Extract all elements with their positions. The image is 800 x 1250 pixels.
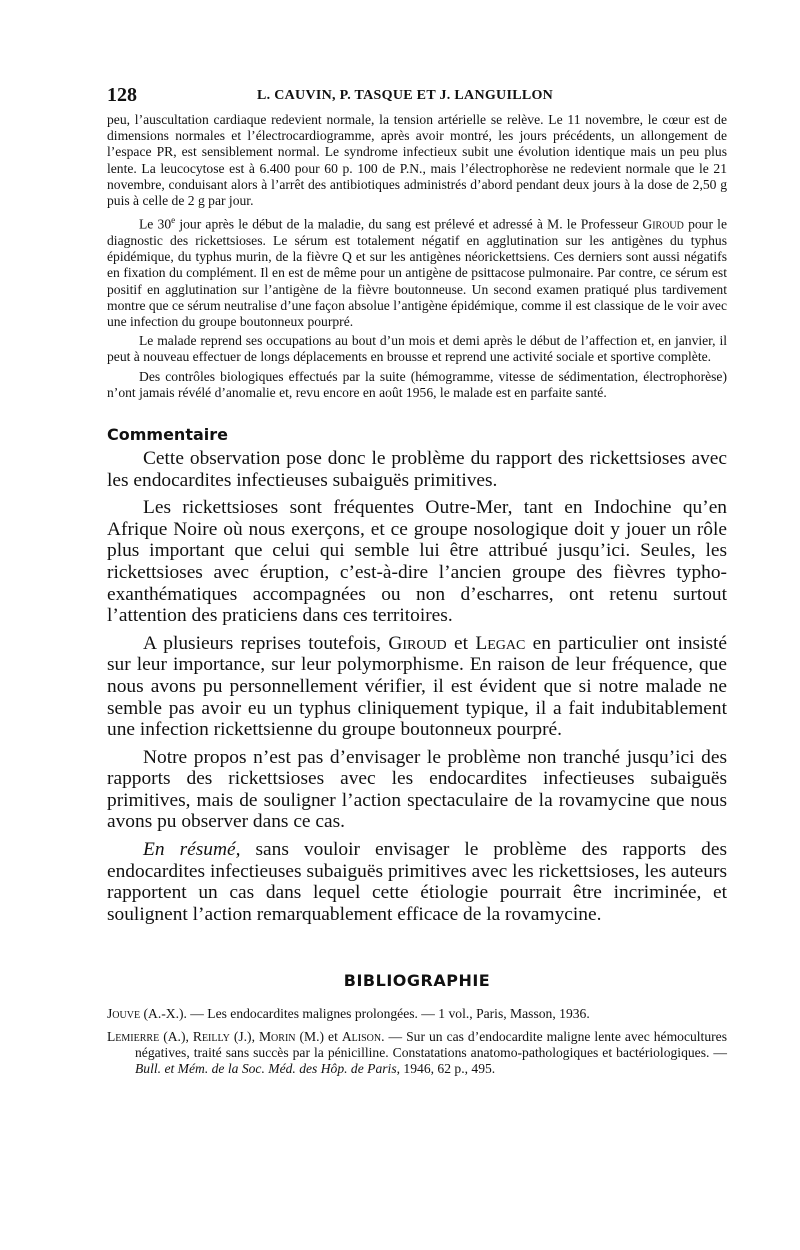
commentary-paragraph: Les rickettsioses sont fréquentes Outre-Mer, tant en Indochine qu’en Afrique Noire où nous exerçons, et ce groupe nosologique doit y jouer un rôle plus important que celui qui semble lui être attribué jusqu’ici. Seules, les rickettsioses avec éruption, c’est-à-dire l’ancien groupe des fièvres typho-exanthématiques accompagnées ou non d’escharres, ont retenu surtout l’attention des praticiens dans ces territoires. — [107, 497, 727, 627]
section-title: Commentaire — [107, 424, 228, 444]
commentary-paragraph: Cette observation pose donc le problème du rapport des rickettsioses avec les endocardites infectieuses subaiguës primitives. — [107, 447, 727, 491]
page-header — [107, 84, 727, 112]
case-paragraph: Le malade reprend ses occupations au bout d’un mois et demi après le début de l’affection et, en janvier, il peut à nouveau effectuer de longs déplacements en brousse et reprend une activité sociale et sportive complète. — [107, 333, 727, 365]
reference-item: Jouve (A.-X.). — Les endocardites malignes prolongées. — 1 vol., Paris, Masson, 1936. — [107, 1006, 590, 1022]
author-name: Legac — [475, 632, 526, 654]
commentary-body — [107, 448, 727, 925]
author-name: Jouve — [107, 1006, 141, 1022]
case-paragraph: Le 30e jour après le début de la maladie, du sang est prélevé et adressé à M. le Professeur Giroud pour le diagnostic des rickettsioses. Le sérum est totalement négatif en agglutination sur les antigènes du typhus épidémique, du typhus murin, de la fièvre Q et sur les antigènes néorickettsiens. Ces derniers sont aussi négatifs en fixation du complément. Il en est de même pour un antigène de psittacose pulmonaire. Par contre, ce sérum est positif en agglutination sur l’antigène de la fièvre boutonneuse. Un second examen pratiqué plus tardivement montre que ce sérum neutralise d’une façon absolue l’antigène épidémique, comme il est classique de le voir avec une infection du groupe boutonneux pourpré. — [107, 215, 727, 329]
author-name: Giroud — [642, 216, 684, 232]
author-name: Reilly — [192, 1028, 230, 1044]
page — [107, 84, 727, 1077]
bibliography-title: BIBLIOGRAPHIE — [343, 971, 491, 991]
case-paragraph: Des contrôles biologiques effectués par la suite (hémogramme, vitesse de sédimentation, électrophorèse) n’ont jamais révélé d’anomalie et, revu encore en août 1956, le malade est en parfaite santé. — [107, 368, 727, 400]
reference-item: Lemierre (A.), Reilly (J.), Morin (M.) et Alison. — Sur un cas d’endocardite maligne lente avec hémocultures négatives, traité sans succès par la pénicilline. Constatations anatomo-pathologiques et bactériologiques. — Bull. et Mém. de la Soc. Méd. des Hôp. de Paris, 1946, 62 p., 495. — [107, 1028, 727, 1077]
author-name: Lemierre — [107, 1028, 160, 1044]
running-head: L. CAUVIN, P. TASQUE ET J. LANGUILLON — [257, 88, 554, 103]
bibliography-list — [107, 1006, 727, 1077]
commentary-paragraph: A plusieurs reprises toutefois, Giroud et Legac en particulier ont insisté sur leur importance, sur leur polymorphisme. En raison de leur fréquence, que nous avons pu personnellement vérifier, il est évident que si notre malade ne semble pas avoir eu un typhus cliniquement typique, il a fait indubitablement une infection rickettsienne du groupe boutonneux pourpré. — [107, 632, 727, 741]
author-name: Alison — [341, 1028, 382, 1044]
case-paragraph: peu, l’auscultation cardiaque redevient normale, la tension artérielle se relève. Le 11 novembre, le cœur est de dimensions normales et l’électrocardiogramme, après avoir montré, les jours précédents, un allongement de l’espace PR, est sensiblement normal. Le syndrome infectieux subit une évolution identique mais un peu plus lente. La leucocytose est à 6.400 pour 60 p. 100 de P.N., mais l’électrophorèse ne redevient normale que le 21 novembre, conduisant alors à l’arrêt des antibiotiques administrés d’abord pendant deux jours à la dose de 2,50 g puis à celle de 2 g par jour. — [107, 112, 727, 209]
author-name: Morin — [258, 1028, 296, 1044]
page-number: 128 — [107, 84, 137, 106]
summary-paragraph: En résumé, sans vouloir envisager le problème des rapports des endocardites infectieuses subaiguës primitives avec les rickettsioses, les auteurs rapportent un cas dans lequel cette étiologie pourrait être incriminée, et soulignent l’action remarquablement efficace de la rovamycine. — [107, 839, 727, 925]
case-report — [107, 112, 727, 401]
journal-title: Bull. et Mém. de la Soc. Méd. des Hôp. de Paris — [135, 1061, 397, 1077]
author-name: Giroud — [388, 632, 447, 654]
commentary-paragraph: Notre propos n’est pas d’envisager le problème non tranché jusqu’ici des rapports des rickettsioses avec les endocardites infectieuses subaiguës primitives, mais de souligner l’action spectaculaire de la rovamycine que nous avons pu observer dans ce cas. — [107, 746, 727, 833]
